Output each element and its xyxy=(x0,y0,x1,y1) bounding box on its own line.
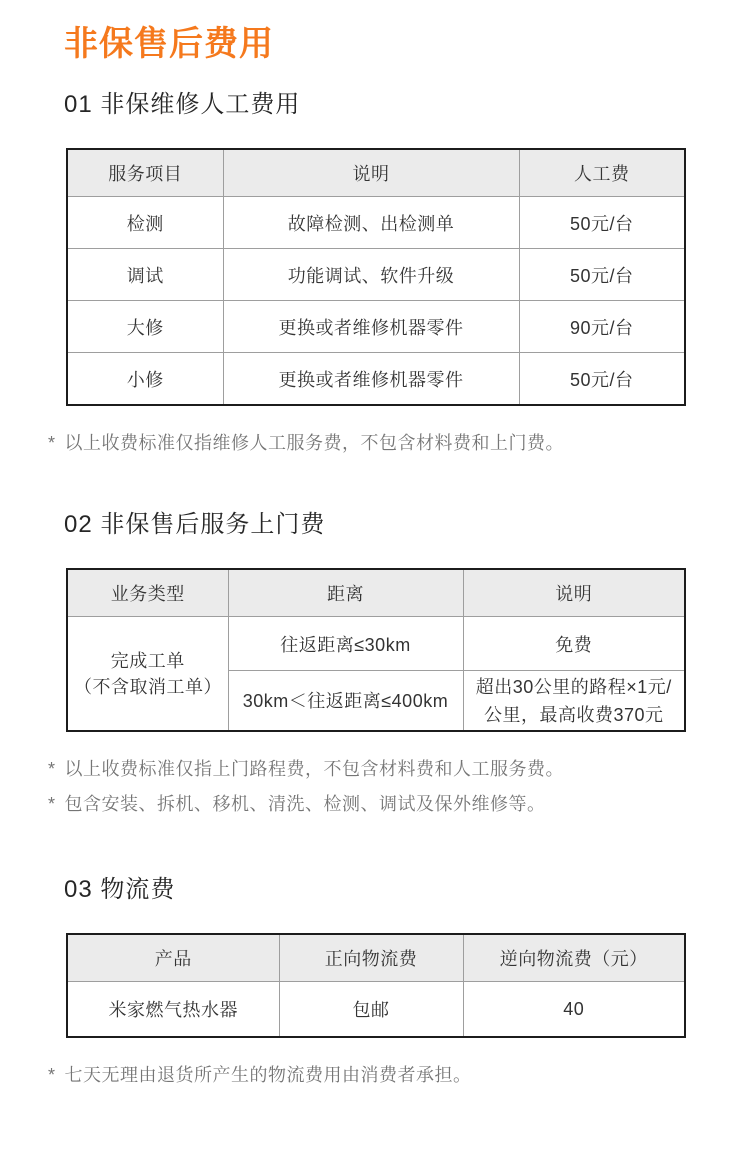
section-heading-visit-fee: 02 非保售后服务上门费 xyxy=(64,511,326,538)
table-cell: 30km＜往返距离≤400km xyxy=(228,671,463,732)
table-cell: 90元/台 xyxy=(519,301,685,353)
footnote-text: 以上收费标准仅指维修人工服务费，不包含材料费和上门费。 xyxy=(64,433,565,453)
logistics-fee-table xyxy=(66,933,686,1038)
table-cell: 免费 xyxy=(463,617,685,671)
table-header-cell: 逆向物流费（元） xyxy=(463,934,685,982)
table-cell: 40 xyxy=(463,982,685,1038)
table-header-cell: 距离 xyxy=(228,569,463,617)
footnote-text: 以上收费标准仅指上门路程费，不包含材料费和人工服务费。 xyxy=(64,759,565,779)
footnote-marker: * xyxy=(48,1065,56,1085)
section-heading-logistics-fee: 03 物流费 xyxy=(64,876,176,903)
page-title: 非保售后费用 xyxy=(64,25,274,63)
rowspan-cell-line: （不含取消工单） xyxy=(74,676,222,697)
table-header-row xyxy=(67,569,685,617)
footnote xyxy=(48,793,698,815)
footnote-marker: * xyxy=(48,433,56,453)
table-row xyxy=(67,197,685,249)
section-heading-labor-fee: 01 非保维修人工费用 xyxy=(64,91,301,118)
table-cell: 更换或者维修机器零件 xyxy=(223,301,519,353)
table-cell: 往返距离≤30km xyxy=(228,617,463,671)
fee-document-page xyxy=(0,24,750,1086)
table-header-cell: 说明 xyxy=(223,149,519,197)
table-cell: 米家燃气热水器 xyxy=(67,982,279,1038)
footnote-marker: * xyxy=(48,794,56,814)
footnote xyxy=(48,432,698,454)
table-cell: 大修 xyxy=(67,301,223,353)
section-labor-fee xyxy=(0,90,750,454)
table-header-cell: 说明 xyxy=(463,569,685,617)
footnote-marker: * xyxy=(48,759,56,779)
table-cell: 更换或者维修机器零件 xyxy=(223,353,519,406)
table-cell: 检测 xyxy=(67,197,223,249)
table-cell: 小修 xyxy=(67,353,223,406)
table-header-row xyxy=(67,149,685,197)
table-cell: 调试 xyxy=(67,249,223,301)
table-cell: 50元/台 xyxy=(519,197,685,249)
table-row xyxy=(67,353,685,406)
table-header-cell: 业务类型 xyxy=(67,569,228,617)
table-row xyxy=(67,982,685,1038)
table-cell: 50元/台 xyxy=(519,353,685,406)
table-header-cell: 正向物流费 xyxy=(279,934,463,982)
table-cell: 超出30公里的路程×1元/公里，最高收费370元 xyxy=(463,671,685,732)
table-rowspan-cell xyxy=(67,617,228,732)
table-cell: 50元/台 xyxy=(519,249,685,301)
labor-fee-table xyxy=(66,148,686,406)
table-header-row xyxy=(67,934,685,982)
table-cell: 功能调试、软件升级 xyxy=(223,249,519,301)
visit-fee-table xyxy=(66,568,686,732)
section-visit-fee xyxy=(0,510,750,815)
table-cell: 包邮 xyxy=(279,982,463,1038)
table-header-cell: 人工费 xyxy=(519,149,685,197)
table-row xyxy=(67,249,685,301)
footnote xyxy=(48,1064,698,1086)
table-header-cell: 产品 xyxy=(67,934,279,982)
table-row xyxy=(67,617,685,671)
footnote xyxy=(48,758,698,780)
rowspan-cell-line: 完成工单 xyxy=(110,650,185,671)
section-logistics-fee xyxy=(0,875,750,1086)
footnote-text: 包含安装、拆机、移机、清洗、检测、调试及保外维修等。 xyxy=(64,794,546,814)
footnote-text: 七天无理由退货所产生的物流费用由消费者承担。 xyxy=(64,1065,472,1085)
table-header-cell: 服务项目 xyxy=(67,149,223,197)
table-row xyxy=(67,301,685,353)
table-cell: 故障检测、出检测单 xyxy=(223,197,519,249)
